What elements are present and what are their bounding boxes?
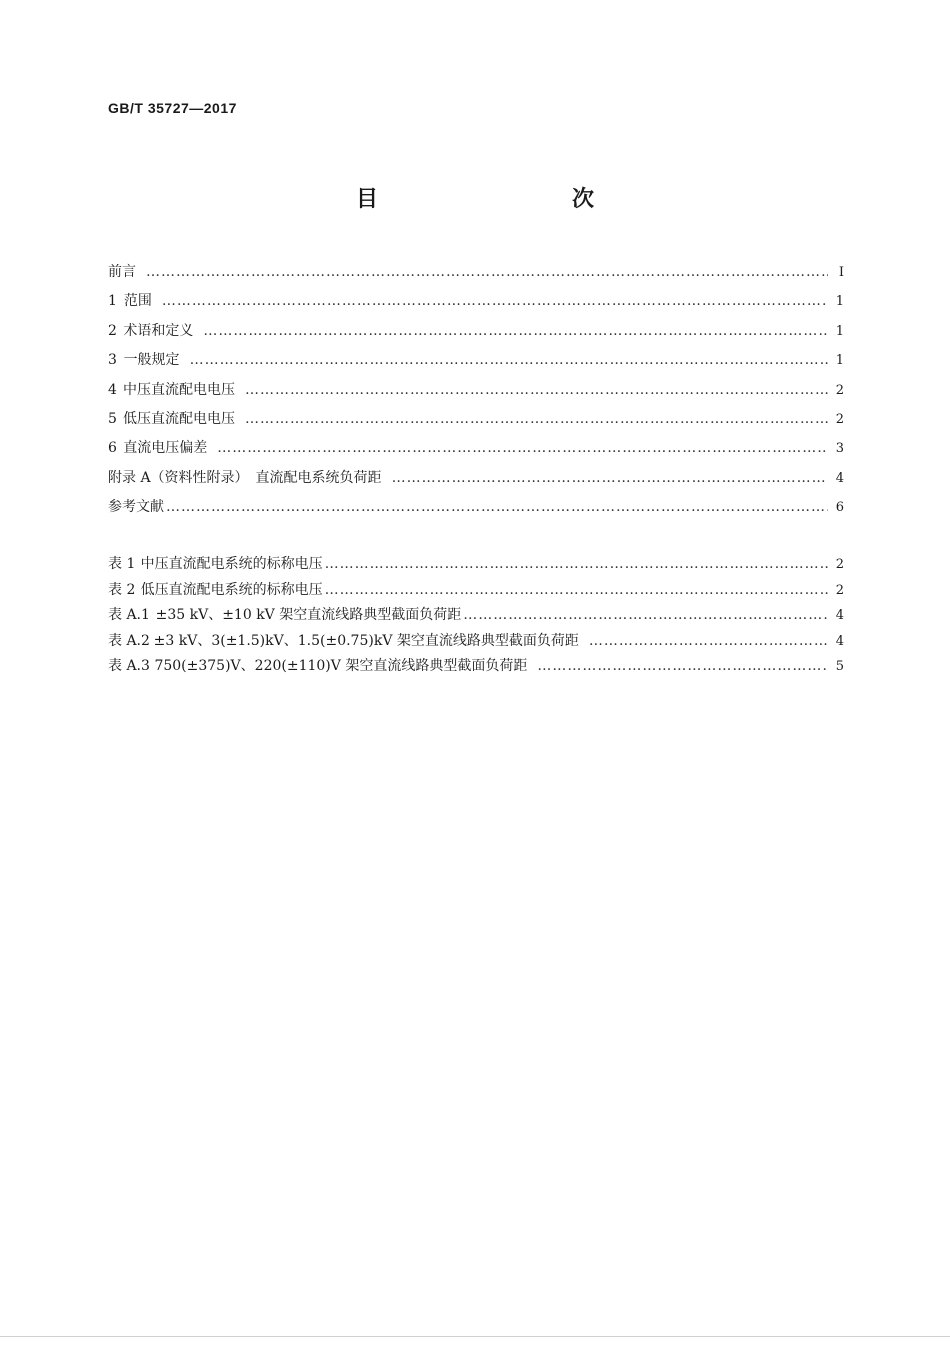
standard-code: GB/T 35727—2017 (108, 100, 237, 116)
toc-entry-number: 3 (108, 352, 117, 369)
toc-entry-low-voltage[interactable] (108, 407, 844, 436)
toc-entry-page: Ⅰ (838, 265, 844, 280)
table-entry-number: 表 2 (108, 581, 136, 598)
table-entry-a3[interactable] (108, 656, 844, 682)
toc-entry-title: 一般规定 (123, 352, 180, 369)
toc-entry-page: 1 (835, 353, 844, 369)
dot-leader (325, 580, 828, 600)
table-entry-number: 表 A.1 (108, 607, 150, 623)
toc-entry-title: 范围 (123, 293, 152, 310)
dot-leader (392, 466, 828, 490)
dot-leader (190, 348, 828, 372)
page-title: 目 次 (355, 187, 644, 212)
table-entry-page: 4 (835, 608, 844, 623)
dot-leader (162, 289, 828, 313)
dot-leader (463, 605, 828, 625)
toc-entry-title: 直流电压偏差 (123, 440, 208, 457)
table-entry-title: 低压直流配电系统的标称电压 (140, 581, 323, 598)
toc-entry-terms[interactable] (108, 319, 844, 348)
toc-entry-general[interactable] (108, 348, 844, 377)
toc-entry-number: 6 (108, 440, 117, 457)
toc-entry-title: 参考文献 (108, 499, 164, 516)
table-entry-a1[interactable] (108, 605, 844, 631)
list-of-tables (108, 554, 844, 682)
toc-entry-references[interactable] (108, 495, 844, 524)
toc-entry-title: 附录 A（资料性附录） 直流配电系统负荷距 (108, 469, 382, 486)
dot-leader (203, 319, 828, 343)
dot-leader (166, 495, 828, 519)
table-entry-number: 表 1 (108, 556, 136, 572)
dot-leader (245, 378, 828, 402)
toc-entry-number: 2 (108, 322, 117, 339)
table-entry-page: 2 (835, 582, 844, 598)
toc-entry-title: 中压直流配电电压 (122, 381, 235, 398)
table-entry-number: 表 A.3 (108, 658, 150, 674)
toc-entry-page: 2 (835, 382, 844, 398)
toc-entry-appendix-a[interactable] (108, 466, 844, 495)
toc-entry-page: 3 (835, 441, 844, 457)
table-entry-title: 中压直流配电系统的标称电压 (140, 556, 323, 572)
toc-entry-title: 术语和定义 (123, 322, 194, 339)
table-entry-number: 表 A.2 (108, 632, 150, 649)
dot-leader (217, 436, 828, 460)
table-entry-1[interactable] (108, 554, 844, 580)
toc-entry-number: 5 (108, 410, 117, 427)
toc-entry-page: 6 (835, 500, 844, 516)
dot-leader (589, 631, 828, 651)
table-of-contents (108, 260, 844, 525)
dot-leader (537, 656, 828, 676)
table-entry-page: 4 (835, 633, 844, 649)
table-entry-title: ±35 kV、±10 kV 架空直流线路典型截面负荷距 (155, 607, 462, 623)
table-entry-2[interactable] (108, 580, 844, 606)
toc-entry-title: 前言 (108, 264, 136, 280)
toc-entry-medium-voltage[interactable] (108, 378, 844, 407)
toc-entry-page: 1 (835, 323, 844, 339)
toc-entry-page: 2 (835, 411, 844, 427)
toc-entry-page: 1 (835, 294, 844, 310)
table-entry-title: ±3 kV、3(±1.5)kV、1.5(±0.75)kV 架空直流线路典型截面负荷距 (153, 632, 579, 649)
toc-entry-foreword[interactable] (108, 260, 844, 289)
toc-entry-page: 4 (835, 470, 844, 486)
toc-entry-voltage-deviation[interactable] (108, 436, 844, 465)
dot-leader (325, 554, 828, 574)
toc-entry-scope[interactable] (108, 289, 844, 318)
dot-leader (146, 260, 828, 284)
toc-entry-number: 1 (108, 293, 117, 310)
page-bottom-rule (0, 1336, 950, 1337)
toc-entry-number: 4 (108, 381, 117, 398)
table-entry-a2[interactable] (108, 631, 844, 657)
table-entry-page: 5 (835, 659, 844, 674)
dot-leader (245, 407, 828, 431)
table-entry-page: 2 (835, 557, 844, 572)
table-entry-title: 750(±375)V、220(±110)V 架空直流线路典型截面负荷距 (154, 658, 528, 674)
toc-entry-title: 低压直流配电电压 (122, 410, 235, 427)
